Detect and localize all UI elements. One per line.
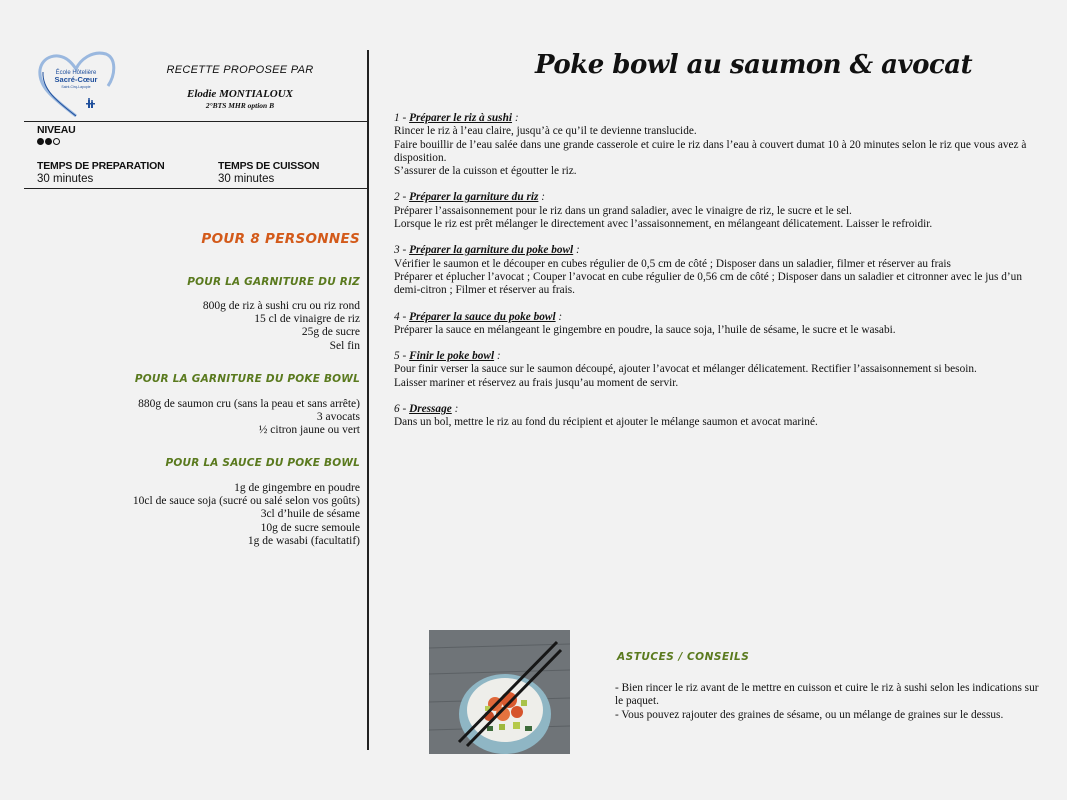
author-name: Elodie MONTIALOUX <box>186 88 294 100</box>
level-label: NIVEAU <box>37 124 76 136</box>
author-class: 2°BTS MHR option B <box>205 101 275 110</box>
step-heading: 1 - Préparer le riz à sushi : <box>394 112 519 124</box>
ingredient-item: 15 cl de vinaigre de riz <box>254 313 360 326</box>
step-number: 4 - <box>394 310 410 323</box>
step-line: Dans un bol, mettre le riz au fond du récipient et ajouter le mélange saumon et avocat mariné. <box>394 416 818 429</box>
step-2 <box>394 191 1044 231</box>
step-name: Finir le poke bowl <box>409 350 495 363</box>
ingredient-item: 800g de riz à sushi cru ou riz rond <box>202 300 360 312</box>
ingredient-item: 880g de saumon cru (sans la peau et sans arrête) <box>138 398 360 410</box>
poke-bowl-photo <box>429 630 570 754</box>
cook-time-value: 30 minutes <box>218 173 275 185</box>
step-number: 3 - <box>394 244 410 257</box>
step-line: Vérifier le saumon et le découper en cubes régulier de 0,5 cm de côté ; Disposer dans un saladier, filmer et réserver au frais <box>394 257 951 270</box>
step-line: Préparer et éplucher l’avocat ; Couper l’avocat en cube régulier de 0,56 cm de côté ; Disposer dans un saladier et citronner avec le jus d’un demi-citron ; Filmer et réserver au frais. <box>394 270 1022 297</box>
ingredient-item: 1g de wasabi (facultatif) <box>247 534 360 547</box>
servings-heading: POUR 8 PERSONNES <box>201 231 360 247</box>
step-name: Préparer la garniture du riz <box>409 191 539 204</box>
step-line: Préparer l’assaisonnement pour le riz dans un grand saladier, avec le vinaigre de riz, le sucre et le sel. <box>394 204 852 217</box>
ingredient-item: Sel fin <box>329 339 360 352</box>
prep-time-label: TEMPS DE PREPARATION <box>37 160 165 172</box>
tip-line: - Bien rincer le riz avant de le mettre en cuisson et cuire le riz à sushi selon les indications sur le paquet. <box>615 682 1039 708</box>
step-6 <box>394 403 1044 430</box>
step-1 <box>394 112 1044 178</box>
step-number: 1 - <box>394 112 410 124</box>
divider-info <box>24 188 368 189</box>
ingredient-item: 3cl d’huile de sésame <box>260 508 360 521</box>
logo-text-line1: École Hôtelière <box>55 70 97 76</box>
level-dot-empty <box>53 138 60 145</box>
tips-title: ASTUCES / CONSEILS <box>617 651 750 663</box>
step-line: Lorsque le riz est prêt mélanger le directement avec l’assaisonnement, en mélangeant délicatement. Laisser le refroidir. <box>394 218 933 231</box>
step-name: Préparer la sauce du poke bowl <box>409 310 556 323</box>
step-line: Pour finir verser la sauce sur le saumon découpé, ajouter l’avocat et mélanger délicatement. Rectifier l’assaisonnement si besoin. <box>394 363 977 376</box>
bowl-garnish-list <box>138 398 360 438</box>
step-heading: 2 - Préparer la garniture du riz : <box>394 191 545 204</box>
rice-garnish-title: POUR LA GARNITURE DU RIZ <box>187 276 360 288</box>
column-divider <box>367 50 369 750</box>
ingredient-item: 25g de sucre <box>301 326 360 339</box>
step-heading: 6 - Dressage : <box>394 403 459 416</box>
step-line: S’assurer de la cuisson et égoutter le riz. <box>394 165 577 178</box>
step-name: Dressage <box>409 403 452 416</box>
step-heading: 3 - Préparer la garniture du poke bowl : <box>394 244 580 257</box>
tip-line: - Vous pouvez rajouter des graines de sésame, ou un mélange de graines sur le dessus. <box>615 708 1004 721</box>
tips-text <box>615 682 1045 722</box>
step-line: Rincer le riz à l’eau claire, jusqu’à ce qu’il te devienne translucide. <box>394 125 697 138</box>
recipe-steps <box>394 112 1044 443</box>
step-name: Préparer le riz à sushi <box>409 112 513 124</box>
logo-text-line3: Saint-Cirq-Lapopie <box>61 85 91 89</box>
step-heading: 5 - Finir le poke bowl : <box>394 350 501 363</box>
poke-bowl-image-icon <box>429 630 570 754</box>
step-name: Préparer la garniture du poke bowl <box>409 244 574 257</box>
step-number: 2 - <box>394 191 410 204</box>
step-line: Faire bouillir de l’eau salée dans une grande casserole et cuire le riz dans l’eau à couvert dumat 10 à 20 minutes selon le riz que vous avez à disposition. <box>394 138 1027 164</box>
prep-time-value: 30 minutes <box>37 173 94 185</box>
ingredient-item: 10cl de sauce soja (sucré ou salé selon vos goûts) <box>132 495 360 508</box>
ingredient-item: ½ citron jaune ou vert <box>258 424 360 437</box>
step-4 <box>394 311 1044 338</box>
step-number: 6 - <box>394 403 410 416</box>
proposed-by-label: RECETTE PROPOSEE PAR <box>166 64 314 76</box>
step-3 <box>394 244 1044 297</box>
network-emblem-icon <box>86 98 95 108</box>
ingredient-item: 1g de gingembre en poudre <box>234 482 360 494</box>
ingredient-item: 3 avocats <box>316 411 360 424</box>
step-line: Laisser mariner et réservez au frais jusqu’au moment de servir. <box>394 376 679 389</box>
cook-time-label: TEMPS DE CUISSON <box>218 160 320 172</box>
level-dot-filled <box>37 138 44 145</box>
divider-top <box>24 121 368 122</box>
step-line: Préparer la sauce en mélangeant le gingembre en poudre, la sauce soja, l’huile de sésame, le sucre et le wasabi. <box>394 323 896 336</box>
step-heading: 4 - Préparer la sauce du poke bowl : <box>394 310 563 323</box>
recipe-title: Poke bowl au saumon & avocat <box>535 50 973 80</box>
bowl-garnish-title: POUR LA GARNITURE DU POKE BOWL <box>134 373 360 385</box>
rice-garnish-list <box>203 300 360 353</box>
step-5 <box>394 350 1044 390</box>
sauce-title: POUR LA SAUCE DU POKE BOWL <box>165 457 360 469</box>
logo-text-line2: Sacré-Cœur <box>54 75 98 84</box>
level-dot-filled <box>45 138 52 145</box>
level-indicator <box>37 138 60 145</box>
heart-logo-icon <box>36 50 116 118</box>
ingredient-item: 10g de sucre semoule <box>260 521 360 534</box>
sauce-list <box>133 482 360 548</box>
step-number: 5 - <box>394 350 410 363</box>
school-logo <box>36 50 116 118</box>
